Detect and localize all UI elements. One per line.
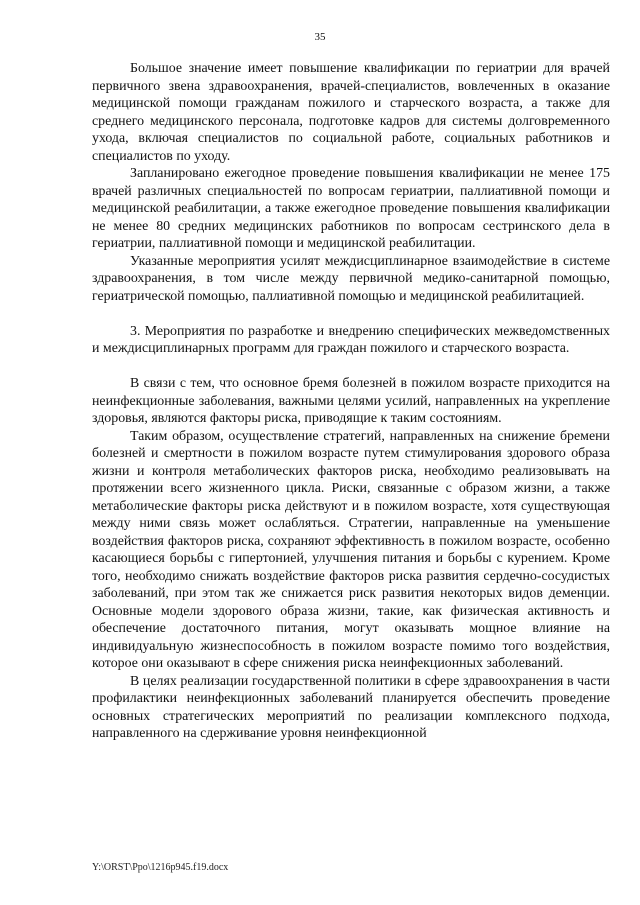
- paragraph: Указанные мероприятия усилят междисциплинарное взаимодействие в системе здравоохранения, в том числе между первичной медико-санитарной помощью, гериатрической помощью, паллиативной помощью и медицинской реабилитацией.: [92, 253, 610, 304]
- paragraph: Большое значение имеет повышение квалификации по гериатрии для врачей первичного звена здравоохранения, врачей-специалистов, вовлеченных в оказание медицинской помощи гражданам пожилого и старческого возраста, а также для среднего медицинского персонала, подготовке кадров для системы долговременного ухода, включая специалистов по социальной работе, социальных работников и специалистов по уходу.: [92, 61, 610, 164]
- paragraph: Таким образом, осуществление стратегий, направленных на снижение бремени болезней и смертности в пожилом возрасте путем стимулирования здорового образа жизни и контроля метаболических факторов риска, необходимо реализовывать на протяжении всего жизненного цикла. Риски, связанные с образом жизни, а также метаболические факторы риска действуют и в пожилом возрасте, хотя существующая между ними связь может ослабляться. Стратегии, направленные на уменьшение воздействия факторов риска, сохраняют эффективность в пожилом возрасте, особенно касающиеся борьбы с гипертонией, улучшения питания и борьбы с курением. Кроме того, необходимо снижать воздействие факторов риска развития сердечно-сосудистых заболеваний, при этом так же снижается риск развития некоторых видов деменции. Основные модели здорового образа жизни, такие, как физическая активность и обеспечение достаточного питания, могут оказывать мощное влияние на индивидуальную жизнеспособность в пожилом возрасте помимо того воздействия, которое они оказывают в сфере снижения риска неинфекционных заболеваний.: [92, 428, 610, 671]
- paragraph: Запланировано ежегодное проведение повышения квалификации не менее 175 врачей различных специальностей по вопросам гериатрии, паллиативной помощи и медицинской реабилитации, а также ежегодное проведение повышения квалификации не менее 80 средних медицинских работников по вопросам сестринского дела в гериатрии, паллиативной помощи и медицинской реабилитации.: [92, 166, 610, 251]
- document-body: [92, 60, 610, 743]
- page-number: 35: [314, 31, 326, 43]
- section-heading: 3. Мероприятия по разработке и внедрению специфических межведомственных и междисциплинарных программ для граждан пожилого и старческого возраста.: [92, 323, 610, 356]
- paragraph: В связи с тем, что основное бремя болезней в пожилом возрасте приходится на неинфекционные заболевания, важными целями усилий, направленных на укрепление здоровья, являются факторы риска, приводящие к таким состояниям.: [92, 376, 610, 426]
- file-path-footer: Y:\ORST\Ppo\1216p945.f19.docx: [92, 862, 229, 873]
- paragraph: В целях реализации государственной политики в сфере здравоохранения в части профилактики неинфекционных заболеваний планируется обеспечить проведение основных стратегических мероприятий по реализации комплексного подхода, направленного на сдерживание уровня неинфекционной: [92, 673, 610, 741]
